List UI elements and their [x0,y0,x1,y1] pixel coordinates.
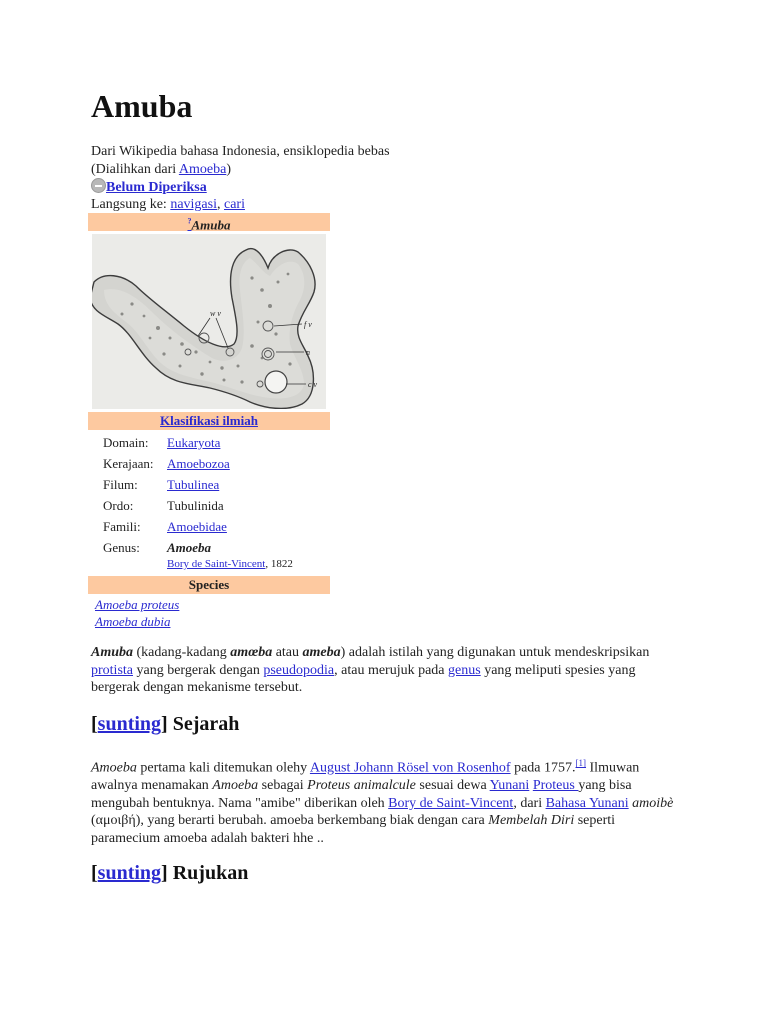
label-fv: f v [304,320,312,329]
intro-term: Amuba [91,645,134,660]
link-yunani[interactable]: Yunani [489,778,530,794]
link-bahasa-yunani[interactable]: Bahasa Yunani [545,795,629,811]
rank-label: Filum: [103,477,138,492]
redirect-prefix: (Dialihkan dari [91,162,179,177]
taxonomy-row-genus [88,537,330,572]
taxonomy-row [88,474,330,495]
taxobox-title-text: Amuba [191,217,231,233]
rank-label: Genus: [103,540,140,555]
label-n: n [306,348,310,357]
taxobox-title [88,213,330,231]
taxobox [88,213,330,630]
redirect-suffix: ) [226,162,231,177]
jump-prefix: Langsung ke: [91,197,171,212]
link-pseudopodia[interactable]: pseudopodia [263,662,335,678]
link-bory-de-saint-vincent[interactable]: Bory de Saint-Vincent [388,795,514,811]
edit-references-link[interactable]: sunting [97,862,162,884]
review-status [91,178,207,196]
label-wv: w v [210,309,221,318]
rank-label: Famili: [103,519,141,534]
species-header: Species [88,576,330,594]
page-subtitle: Dari Wikipedia bahasa Indonesia, ensiklopedia bebas [91,144,390,159]
genus-authority-link[interactable]: Bory de Saint-Vincent [167,558,266,570]
link-proteus[interactable]: Proteus [532,778,579,794]
taxon-link[interactable]: Amoebidae [167,519,227,534]
review-status-link[interactable]: Belum Diperiksa [106,180,207,195]
edit-history-link[interactable]: sunting [97,713,162,735]
amoeba-drawing [92,234,326,409]
section-heading-history: [sunting] Sejarah [91,713,240,735]
taxonomy-row [88,516,330,537]
redirect-link-amoeba[interactable]: Amoeba [178,162,227,177]
intro-paragraph: Amuba (kadang-kadang amœba atau ameba) adalah istilah yang digunakan untuk mendeskripsikan protista yang bergerak dengan pseudopodia, atau merujuk pada genus yang meliputi spesies yang bergerak dengan mekanisme tersebut. [91,645,650,695]
rank-value [167,432,330,453]
redirect-notice [91,161,231,178]
taxon-link[interactable]: Eukaryota [167,435,221,450]
jump-links [91,196,245,213]
taxonomy-table [88,432,330,572]
citation-1[interactable]: [1] [575,758,587,768]
species-link-proteus[interactable]: Amoeba proteus [95,597,180,612]
rank-value [167,453,330,474]
species-list [88,594,330,630]
taxonomy-row [88,495,330,516]
label-cv: c v [308,380,318,389]
classification-link[interactable]: Klasifikasi ilmiah [160,413,258,428]
genus-authority-year: , 1822 [265,558,293,570]
unreviewed-icon [91,178,106,193]
jump-search-link[interactable]: cari [223,197,245,212]
rank-value [167,474,330,495]
link-genus[interactable]: genus [448,662,481,678]
genus-name: Amoeba [167,540,212,555]
taxon-link[interactable]: Tubulinea [167,477,220,492]
rank-label: Domain: [103,435,149,450]
classification-header [88,412,330,430]
rank-value [167,516,330,537]
amoeba-illustration[interactable] [92,234,326,409]
section-heading-references: [sunting] Rujukan [91,862,249,884]
taxonomy-row [88,453,330,474]
taxon-text: Tubulinida [167,498,224,513]
intro-alt-amoeba: amœba [230,645,273,660]
taxobox-help-link[interactable]: ? [187,217,192,226]
rank-label: Kerajaan: [103,456,154,471]
link-rosel-von-rosenhof[interactable]: August Johann Rösel von Rosenhof [309,760,511,776]
genus-value [167,537,330,572]
jump-navigation-link[interactable]: navigasi [170,197,217,212]
jump-separator: , [216,197,224,212]
intro-alt-ameba: ameba [302,645,341,660]
history-paragraph: Amoeba pertama kali ditemukan olehy August Johann Rösel von Rosenhof pada 1757.[1] Ilmuwan awalnya menamakan Amoeba sebagai Proteus animalcule sesuai dewa Yunani Proteus yang bisa mengubah bentuknya. Nama "amibe" diberikan oleh Bory de Saint-Vincent, dari Bahasa Yunani amoibè (αμοιβή), yang berarti berubah. amoeba berkembang biak dengan cara Membelah Diri seperti paramecium amoeba adalah bakteri hhe .. [91,758,674,846]
page-title: Amuba [91,88,193,124]
taxon-link[interactable]: Amoebozoa [167,456,230,471]
rank-value [167,495,330,516]
taxonomy-row [88,432,330,453]
link-protista[interactable]: protista [91,662,133,678]
rank-label: Ordo: [103,498,134,513]
species-link-dubia[interactable]: Amoeba dubia [95,614,171,629]
